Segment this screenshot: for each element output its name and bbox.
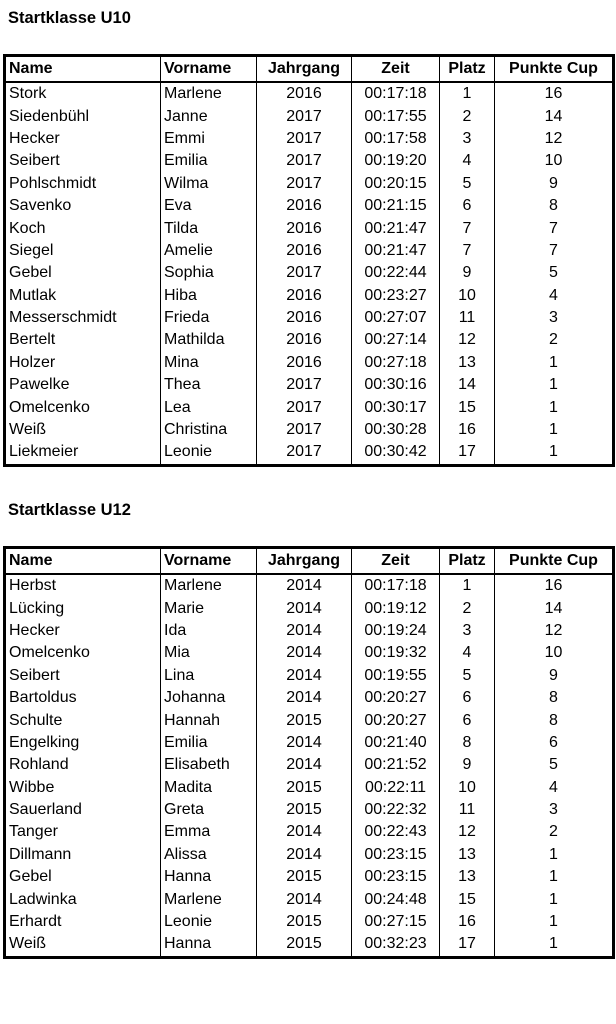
cell-jahrgang: 2014 bbox=[257, 732, 352, 754]
cell-name: Bartoldus bbox=[5, 687, 161, 709]
cell-jahrgang: 2014 bbox=[257, 642, 352, 664]
cell-name: Siedenbühl bbox=[5, 105, 161, 127]
cell-zeit: 00:22:43 bbox=[352, 821, 440, 843]
column-header-jahrgang: Jahrgang bbox=[257, 548, 352, 575]
cell-jahrgang: 2015 bbox=[257, 866, 352, 888]
cell-zeit: 00:22:44 bbox=[352, 262, 440, 284]
cell-platz: 15 bbox=[440, 396, 495, 418]
cell-platz: 3 bbox=[440, 128, 495, 150]
cell-jahrgang: 2017 bbox=[257, 419, 352, 441]
cell-punkte-cup: 1 bbox=[495, 441, 614, 465]
cell-jahrgang: 2015 bbox=[257, 911, 352, 933]
cell-punkte-cup: 14 bbox=[495, 105, 614, 127]
cell-vorname: Hanna bbox=[161, 866, 257, 888]
cell-punkte-cup: 1 bbox=[495, 866, 614, 888]
cell-platz: 13 bbox=[440, 844, 495, 866]
cell-jahrgang: 2017 bbox=[257, 173, 352, 195]
cell-punkte-cup: 3 bbox=[495, 799, 614, 821]
cell-vorname: Marlene bbox=[161, 574, 257, 597]
cell-vorname: Emma bbox=[161, 821, 257, 843]
cell-name: Holzer bbox=[5, 352, 161, 374]
cell-zeit: 00:19:12 bbox=[352, 597, 440, 619]
cell-zeit: 00:17:58 bbox=[352, 128, 440, 150]
cell-vorname: Lina bbox=[161, 665, 257, 687]
table-row bbox=[5, 732, 614, 754]
cell-jahrgang: 2016 bbox=[257, 352, 352, 374]
column-header-punkte-cup: Punkte Cup bbox=[495, 548, 614, 575]
cell-vorname: Hanna bbox=[161, 933, 257, 957]
cell-punkte-cup: 1 bbox=[495, 911, 614, 933]
cell-jahrgang: 2015 bbox=[257, 799, 352, 821]
cell-vorname: Mina bbox=[161, 352, 257, 374]
cell-platz: 7 bbox=[440, 217, 495, 239]
cell-zeit: 00:32:23 bbox=[352, 933, 440, 957]
table-row bbox=[5, 821, 614, 843]
cell-name: Tanger bbox=[5, 821, 161, 843]
table-row bbox=[5, 799, 614, 821]
cell-platz: 2 bbox=[440, 597, 495, 619]
cell-platz: 10 bbox=[440, 285, 495, 307]
table-row bbox=[5, 262, 614, 284]
cell-vorname: Marie bbox=[161, 597, 257, 619]
cell-platz: 10 bbox=[440, 777, 495, 799]
column-header-name: Name bbox=[5, 56, 161, 83]
cell-punkte-cup: 8 bbox=[495, 687, 614, 709]
cell-punkte-cup: 1 bbox=[495, 419, 614, 441]
cell-punkte-cup: 1 bbox=[495, 352, 614, 374]
cell-jahrgang: 2015 bbox=[257, 709, 352, 731]
cell-name: Liekmeier bbox=[5, 441, 161, 465]
cell-jahrgang: 2017 bbox=[257, 396, 352, 418]
cell-zeit: 00:22:32 bbox=[352, 799, 440, 821]
cell-platz: 6 bbox=[440, 195, 495, 217]
cell-name: Omelcenko bbox=[5, 396, 161, 418]
cell-platz: 17 bbox=[440, 933, 495, 957]
cell-name: Pawelke bbox=[5, 374, 161, 396]
column-header-platz: Platz bbox=[440, 56, 495, 83]
cell-platz: 13 bbox=[440, 352, 495, 374]
cell-vorname: Sophia bbox=[161, 262, 257, 284]
cell-vorname: Thea bbox=[161, 374, 257, 396]
table-row bbox=[5, 217, 614, 239]
cell-punkte-cup: 5 bbox=[495, 754, 614, 776]
cell-jahrgang: 2016 bbox=[257, 329, 352, 351]
cell-name: Weiß bbox=[5, 419, 161, 441]
column-header-punkte-cup: Punkte Cup bbox=[495, 56, 614, 83]
cell-jahrgang: 2016 bbox=[257, 195, 352, 217]
cell-punkte-cup: 7 bbox=[495, 217, 614, 239]
cell-platz: 12 bbox=[440, 329, 495, 351]
cell-name: Engelking bbox=[5, 732, 161, 754]
cell-zeit: 00:21:15 bbox=[352, 195, 440, 217]
table-row bbox=[5, 195, 614, 217]
column-header-zeit: Zeit bbox=[352, 56, 440, 83]
cell-jahrgang: 2014 bbox=[257, 888, 352, 910]
table-row bbox=[5, 597, 614, 619]
table-row bbox=[5, 888, 614, 910]
cell-punkte-cup: 1 bbox=[495, 396, 614, 418]
cell-zeit: 00:19:20 bbox=[352, 150, 440, 172]
cell-zeit: 00:20:27 bbox=[352, 709, 440, 731]
cell-platz: 16 bbox=[440, 419, 495, 441]
cell-jahrgang: 2017 bbox=[257, 105, 352, 127]
cell-zeit: 00:30:16 bbox=[352, 374, 440, 396]
cell-punkte-cup: 2 bbox=[495, 821, 614, 843]
table-row bbox=[5, 709, 614, 731]
cell-platz: 6 bbox=[440, 709, 495, 731]
cell-jahrgang: 2014 bbox=[257, 620, 352, 642]
cell-name: Gebel bbox=[5, 262, 161, 284]
cell-platz: 1 bbox=[440, 574, 495, 597]
cell-platz: 2 bbox=[440, 105, 495, 127]
cell-vorname: Ida bbox=[161, 620, 257, 642]
cell-punkte-cup: 12 bbox=[495, 128, 614, 150]
column-header-jahrgang: Jahrgang bbox=[257, 56, 352, 83]
cell-zeit: 00:17:55 bbox=[352, 105, 440, 127]
cell-zeit: 00:22:11 bbox=[352, 777, 440, 799]
cell-jahrgang: 2016 bbox=[257, 240, 352, 262]
cell-platz: 13 bbox=[440, 866, 495, 888]
cell-punkte-cup: 7 bbox=[495, 240, 614, 262]
cell-name: Seibert bbox=[5, 150, 161, 172]
section-title-u12: Startklasse U12 bbox=[8, 501, 131, 519]
cell-punkte-cup: 1 bbox=[495, 374, 614, 396]
cell-zeit: 00:21:40 bbox=[352, 732, 440, 754]
cell-jahrgang: 2016 bbox=[257, 217, 352, 239]
cell-zeit: 00:19:24 bbox=[352, 620, 440, 642]
cell-zeit: 00:19:55 bbox=[352, 665, 440, 687]
cell-platz: 8 bbox=[440, 732, 495, 754]
cell-name: Schulte bbox=[5, 709, 161, 731]
cell-punkte-cup: 14 bbox=[495, 597, 614, 619]
cell-jahrgang: 2016 bbox=[257, 285, 352, 307]
cell-vorname: Marlene bbox=[161, 82, 257, 105]
cell-punkte-cup: 8 bbox=[495, 709, 614, 731]
table-row bbox=[5, 419, 614, 441]
table-row bbox=[5, 777, 614, 799]
cell-vorname: Mathilda bbox=[161, 329, 257, 351]
cell-vorname: Hannah bbox=[161, 709, 257, 731]
cell-platz: 15 bbox=[440, 888, 495, 910]
cell-zeit: 00:27:18 bbox=[352, 352, 440, 374]
table-row bbox=[5, 441, 614, 465]
table-row bbox=[5, 866, 614, 888]
cell-zeit: 00:30:28 bbox=[352, 419, 440, 441]
cell-zeit: 00:27:15 bbox=[352, 911, 440, 933]
cell-vorname: Eva bbox=[161, 195, 257, 217]
table-header-row bbox=[5, 548, 614, 575]
table-row bbox=[5, 933, 614, 957]
cell-vorname: Leonie bbox=[161, 441, 257, 465]
cell-jahrgang: 2014 bbox=[257, 574, 352, 597]
cell-name: Stork bbox=[5, 82, 161, 105]
table-row bbox=[5, 329, 614, 351]
table-row bbox=[5, 82, 614, 105]
cell-name: Mutlak bbox=[5, 285, 161, 307]
cell-platz: 1 bbox=[440, 82, 495, 105]
table-row bbox=[5, 687, 614, 709]
cell-name: Savenko bbox=[5, 195, 161, 217]
cell-punkte-cup: 16 bbox=[495, 82, 614, 105]
cell-punkte-cup: 8 bbox=[495, 195, 614, 217]
cell-name: Ladwinka bbox=[5, 888, 161, 910]
cell-platz: 4 bbox=[440, 642, 495, 664]
cell-vorname: Mia bbox=[161, 642, 257, 664]
cell-punkte-cup: 1 bbox=[495, 844, 614, 866]
table-row bbox=[5, 240, 614, 262]
cell-platz: 11 bbox=[440, 799, 495, 821]
section-title-u10: Startklasse U10 bbox=[8, 9, 131, 27]
cell-jahrgang: 2016 bbox=[257, 307, 352, 329]
cell-jahrgang: 2016 bbox=[257, 82, 352, 105]
cell-platz: 9 bbox=[440, 262, 495, 284]
cell-zeit: 00:21:52 bbox=[352, 754, 440, 776]
cell-name: Seibert bbox=[5, 665, 161, 687]
cell-vorname: Leonie bbox=[161, 911, 257, 933]
cell-punkte-cup: 4 bbox=[495, 777, 614, 799]
column-header-vorname: Vorname bbox=[161, 56, 257, 83]
cell-name: Dillmann bbox=[5, 844, 161, 866]
cell-zeit: 00:30:42 bbox=[352, 441, 440, 465]
cell-platz: 3 bbox=[440, 620, 495, 642]
cell-zeit: 00:23:15 bbox=[352, 844, 440, 866]
cell-name: Messerschmidt bbox=[5, 307, 161, 329]
cell-punkte-cup: 10 bbox=[495, 642, 614, 664]
cell-punkte-cup: 1 bbox=[495, 933, 614, 957]
cell-jahrgang: 2014 bbox=[257, 687, 352, 709]
results-table-u12 bbox=[3, 546, 615, 959]
column-header-zeit: Zeit bbox=[352, 548, 440, 575]
table-row bbox=[5, 374, 614, 396]
cell-zeit: 00:17:18 bbox=[352, 574, 440, 597]
table-row bbox=[5, 173, 614, 195]
cell-name: Gebel bbox=[5, 866, 161, 888]
cell-vorname: Emmi bbox=[161, 128, 257, 150]
cell-vorname: Marlene bbox=[161, 888, 257, 910]
cell-jahrgang: 2017 bbox=[257, 441, 352, 465]
column-header-vorname: Vorname bbox=[161, 548, 257, 575]
cell-vorname: Greta bbox=[161, 799, 257, 821]
cell-name: Lücking bbox=[5, 597, 161, 619]
table-header-row bbox=[5, 56, 614, 83]
cell-vorname: Madita bbox=[161, 777, 257, 799]
table-row bbox=[5, 307, 614, 329]
cell-jahrgang: 2014 bbox=[257, 665, 352, 687]
cell-vorname: Frieda bbox=[161, 307, 257, 329]
table-row bbox=[5, 128, 614, 150]
cell-jahrgang: 2015 bbox=[257, 933, 352, 957]
cell-zeit: 00:17:18 bbox=[352, 82, 440, 105]
cell-vorname: Elisabeth bbox=[161, 754, 257, 776]
table-row bbox=[5, 620, 614, 642]
cell-zeit: 00:23:27 bbox=[352, 285, 440, 307]
cell-name: Pohlschmidt bbox=[5, 173, 161, 195]
cell-zeit: 00:30:17 bbox=[352, 396, 440, 418]
column-header-name: Name bbox=[5, 548, 161, 575]
cell-name: Erhardt bbox=[5, 911, 161, 933]
cell-punkte-cup: 12 bbox=[495, 620, 614, 642]
cell-punkte-cup: 6 bbox=[495, 732, 614, 754]
cell-zeit: 00:21:47 bbox=[352, 217, 440, 239]
cell-vorname: Emilia bbox=[161, 150, 257, 172]
cell-vorname: Hiba bbox=[161, 285, 257, 307]
cell-zeit: 00:19:32 bbox=[352, 642, 440, 664]
table-row bbox=[5, 285, 614, 307]
cell-punkte-cup: 4 bbox=[495, 285, 614, 307]
cell-platz: 9 bbox=[440, 754, 495, 776]
cell-zeit: 00:20:27 bbox=[352, 687, 440, 709]
table-row bbox=[5, 665, 614, 687]
cell-punkte-cup: 1 bbox=[495, 888, 614, 910]
cell-platz: 14 bbox=[440, 374, 495, 396]
table-row bbox=[5, 396, 614, 418]
cell-vorname: Lea bbox=[161, 396, 257, 418]
cell-zeit: 00:20:15 bbox=[352, 173, 440, 195]
cell-name: Koch bbox=[5, 217, 161, 239]
cell-punkte-cup: 9 bbox=[495, 665, 614, 687]
table-row bbox=[5, 150, 614, 172]
results-table-u10 bbox=[3, 54, 615, 467]
cell-name: Herbst bbox=[5, 574, 161, 597]
table-row bbox=[5, 844, 614, 866]
column-header-platz: Platz bbox=[440, 548, 495, 575]
cell-zeit: 00:21:47 bbox=[352, 240, 440, 262]
cell-vorname: Christina bbox=[161, 419, 257, 441]
table-row bbox=[5, 105, 614, 127]
cell-punkte-cup: 2 bbox=[495, 329, 614, 351]
table-row bbox=[5, 574, 614, 597]
table-row bbox=[5, 911, 614, 933]
cell-name: Weiß bbox=[5, 933, 161, 957]
cell-punkte-cup: 16 bbox=[495, 574, 614, 597]
cell-jahrgang: 2017 bbox=[257, 128, 352, 150]
cell-vorname: Alissa bbox=[161, 844, 257, 866]
cell-platz: 12 bbox=[440, 821, 495, 843]
cell-platz: 7 bbox=[440, 240, 495, 262]
table-row bbox=[5, 754, 614, 776]
cell-vorname: Wilma bbox=[161, 173, 257, 195]
cell-vorname: Janne bbox=[161, 105, 257, 127]
cell-jahrgang: 2015 bbox=[257, 777, 352, 799]
cell-platz: 16 bbox=[440, 911, 495, 933]
cell-jahrgang: 2014 bbox=[257, 844, 352, 866]
cell-name: Hecker bbox=[5, 620, 161, 642]
cell-jahrgang: 2014 bbox=[257, 754, 352, 776]
cell-platz: 11 bbox=[440, 307, 495, 329]
cell-platz: 17 bbox=[440, 441, 495, 465]
cell-jahrgang: 2014 bbox=[257, 597, 352, 619]
cell-name: Rohland bbox=[5, 754, 161, 776]
cell-zeit: 00:27:07 bbox=[352, 307, 440, 329]
cell-platz: 5 bbox=[440, 173, 495, 195]
cell-platz: 6 bbox=[440, 687, 495, 709]
cell-punkte-cup: 3 bbox=[495, 307, 614, 329]
cell-name: Siegel bbox=[5, 240, 161, 262]
cell-name: Hecker bbox=[5, 128, 161, 150]
cell-zeit: 00:27:14 bbox=[352, 329, 440, 351]
cell-vorname: Tilda bbox=[161, 217, 257, 239]
cell-punkte-cup: 10 bbox=[495, 150, 614, 172]
cell-vorname: Emilia bbox=[161, 732, 257, 754]
cell-jahrgang: 2017 bbox=[257, 374, 352, 396]
cell-zeit: 00:23:15 bbox=[352, 866, 440, 888]
cell-punkte-cup: 5 bbox=[495, 262, 614, 284]
cell-platz: 4 bbox=[440, 150, 495, 172]
cell-jahrgang: 2014 bbox=[257, 821, 352, 843]
cell-punkte-cup: 9 bbox=[495, 173, 614, 195]
cell-name: Wibbe bbox=[5, 777, 161, 799]
cell-name: Omelcenko bbox=[5, 642, 161, 664]
cell-zeit: 00:24:48 bbox=[352, 888, 440, 910]
cell-vorname: Amelie bbox=[161, 240, 257, 262]
cell-name: Sauerland bbox=[5, 799, 161, 821]
cell-name: Bertelt bbox=[5, 329, 161, 351]
table-row bbox=[5, 642, 614, 664]
cell-vorname: Johanna bbox=[161, 687, 257, 709]
cell-jahrgang: 2017 bbox=[257, 262, 352, 284]
cell-platz: 5 bbox=[440, 665, 495, 687]
cell-jahrgang: 2017 bbox=[257, 150, 352, 172]
table-row bbox=[5, 352, 614, 374]
